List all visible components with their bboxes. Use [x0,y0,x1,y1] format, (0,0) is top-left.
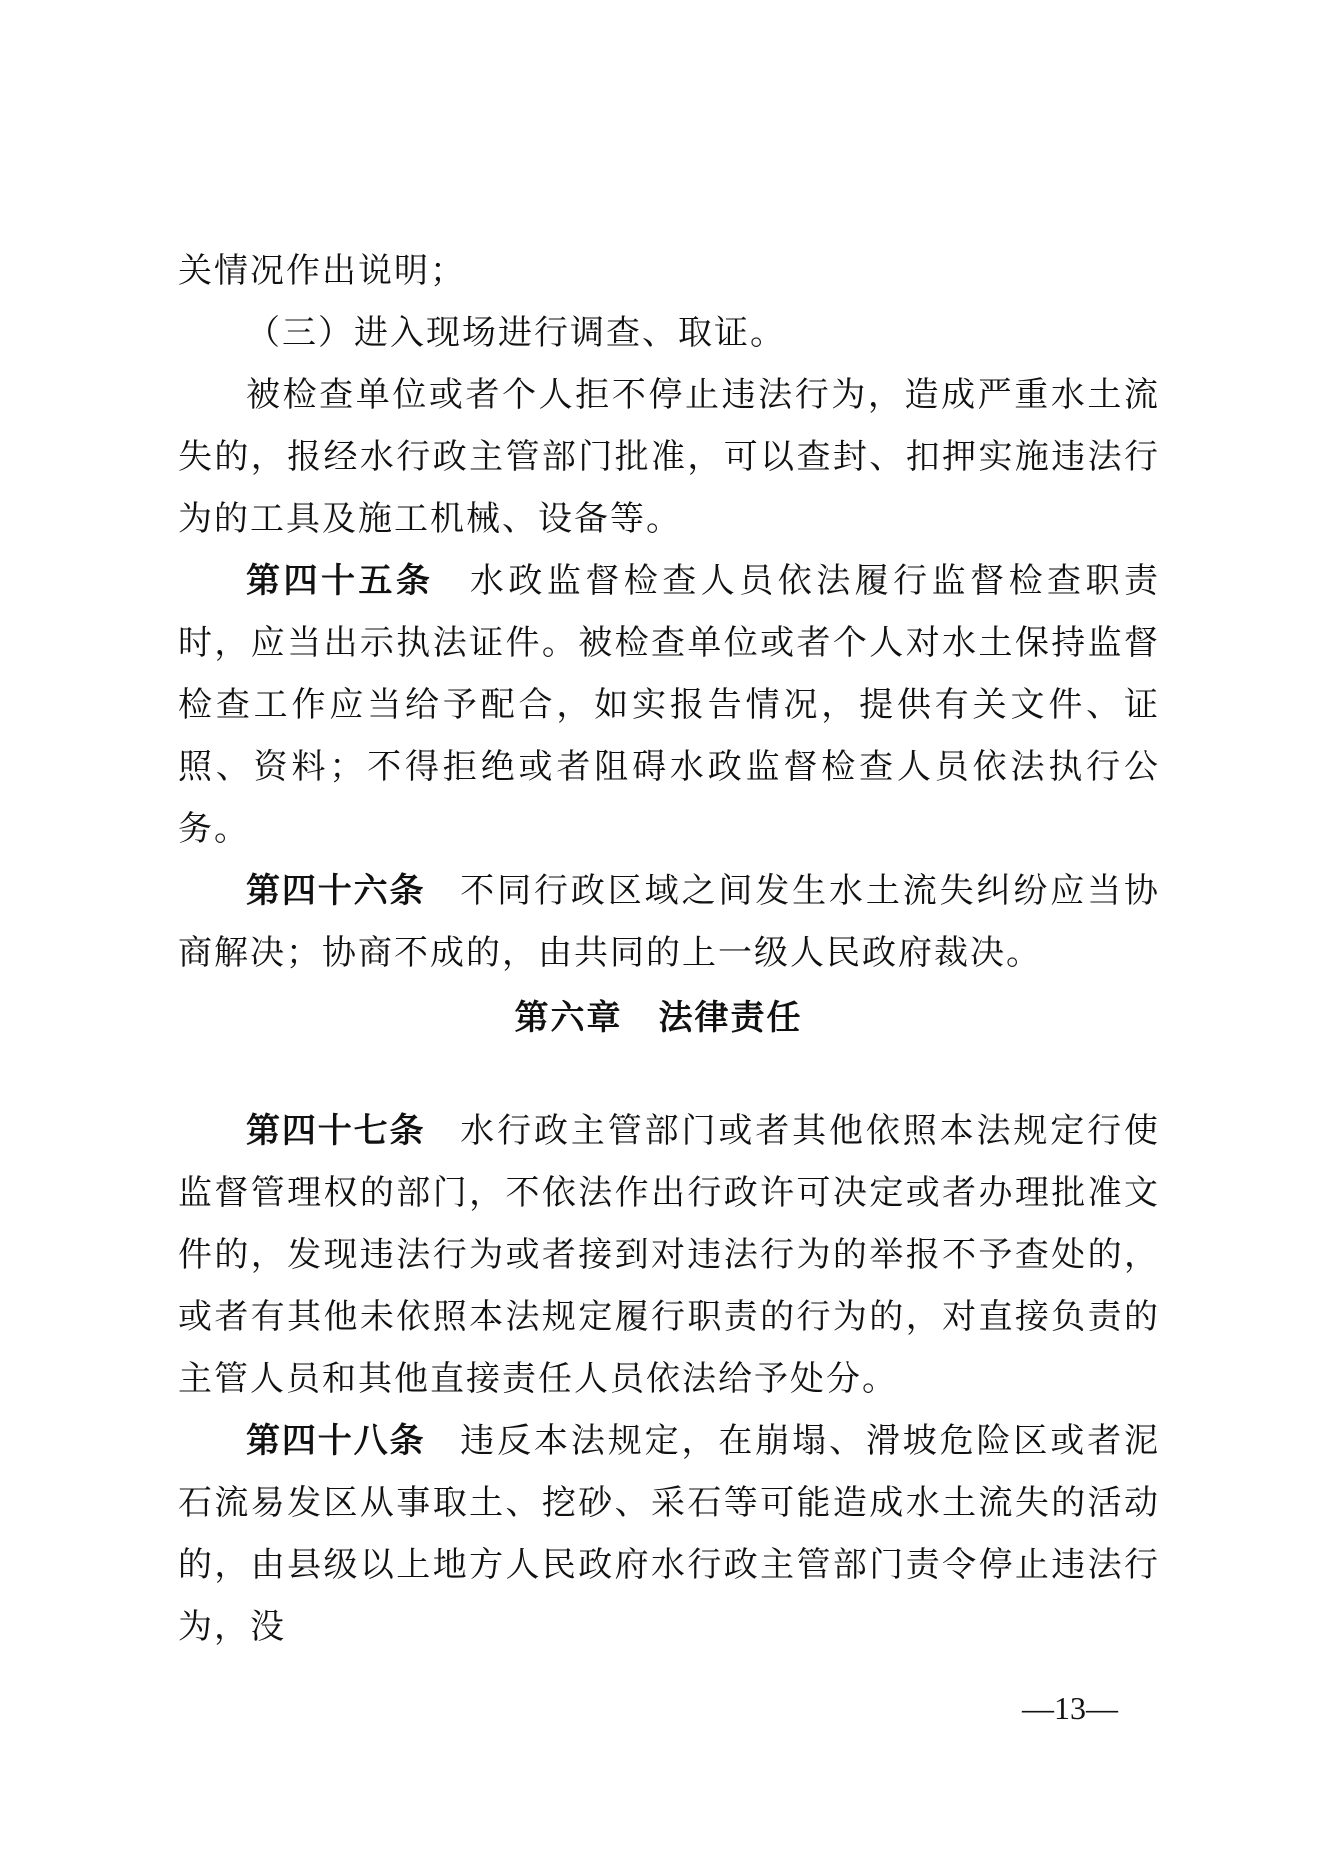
paragraph-seizure: 被检查单位或者个人拒不停止违法行为，造成严重水土流失的，报经水行政主管部门批准，可以查封、扣押实施违法行为的工具及施工机械、设备等。 [178,375,1160,539]
article-number: 第四十六条 [246,871,426,911]
article-number: 第四十八条 [246,1421,426,1461]
article-47 [178,1100,1160,1410]
article-46 [178,860,1160,984]
article-number: 第四十五条 [246,561,434,601]
chapter-heading: 第六章 法律责任 [514,998,803,1038]
article-45 [178,550,1160,860]
article-text: 水行政主管部门或者其他依照本法规定行使监督管理权的部门，不依法作出行政许可决定或者办理批准文件的，发现违法行为或者接到对违法行为的举报不予查处的，或者有其他未依照本法规定履行职责的行为的，对直接负责的主管人员和其他直接责任人员依法给予处分。 [178,1111,1160,1399]
article-text: 不同行政区域之间发生水土流失纠纷应当协商解决；协商不成的，由共同的上一级人民政府裁决。 [178,871,1160,973]
article-text: 违反本法规定，在崩塌、滑坡危险区或者泥石流易发区从事取土、挖砂、采石等可能造成水土流失的活动的，由县级以上地方人民政府水行政主管部门责令停止违法行为，没 [178,1421,1160,1647]
paragraph-item-three: （三）进入现场进行调查、取证。 [246,313,786,353]
page-number: —13— [1022,1690,1118,1726]
article-text: 水政监督检查人员依法履行监督检查职责时，应当出示执法证件。被检查单位或者个人对水土保持监督检查工作应当给予配合，如实报告情况，提供有关文件、证照、资料；不得拒绝或者阻碍水政监督检查人员依法执行公务。 [178,561,1161,849]
article-number: 第四十七条 [246,1111,426,1151]
body-text-top [178,240,1160,984]
article-48 [178,1410,1160,1658]
body-text-bottom [178,1100,1160,1658]
paragraph-continuation: 关情况作出说明； [178,251,466,291]
